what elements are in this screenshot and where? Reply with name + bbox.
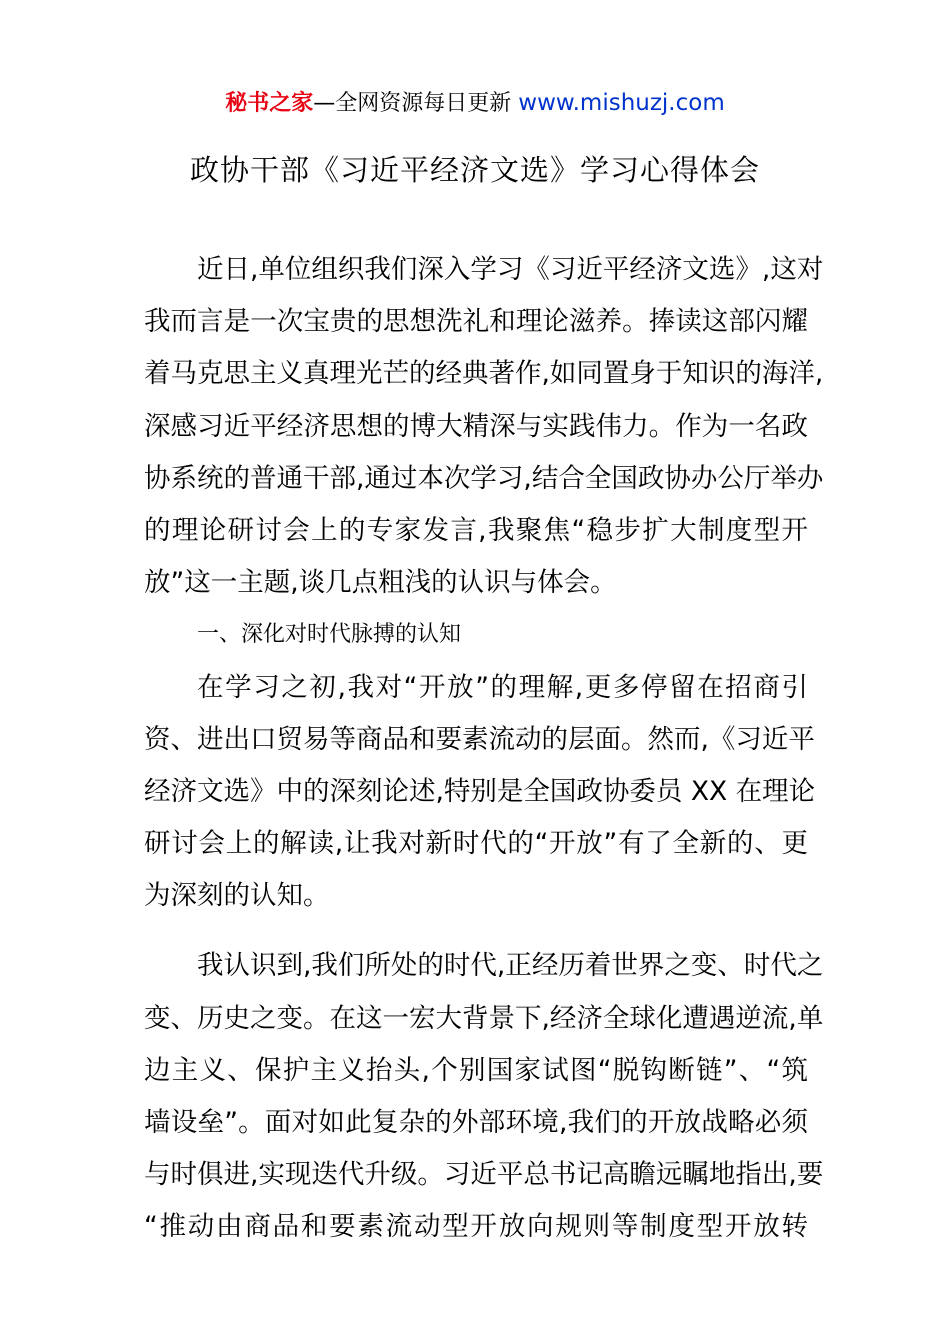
section-heading: 一、深化对时代脉搏的认知 — [197, 622, 462, 648]
site-tagline: —全网资源每日更新 — [313, 91, 512, 116]
text-line: 与时俱进,实现迭代升级。习近平总书记高瞻远瞩地指出,要 — [144, 1159, 824, 1191]
text-line: 为深刻的认知。 — [144, 880, 330, 912]
text-line: 变、历史之变。在这一宏大背景下,经济全球化遭遇逆流,单 — [144, 1002, 824, 1034]
site-url-link[interactable]: www.mishuzj.com — [518, 90, 725, 116]
text-line: 资、进出口贸易等商品和要素流动的层面。然而,《习近平 — [144, 723, 815, 755]
text-line: 墙设垒”。面对如此复杂的外部环境,我们的开放战略必须 — [144, 1107, 808, 1138]
text-line: 我而言是一次宝贵的思想洗礼和理论滋养。捧读这部闪耀 — [144, 306, 808, 338]
text-line: 放”这一主题,谈几点粗浅的认识与体会。 — [144, 567, 617, 599]
text-line: “推动由商品和要素流动型开放向规则等制度型开放转 — [144, 1211, 808, 1243]
text-line: 的理论研讨会上的专家发言,我聚焦“稳步扩大制度型开 — [144, 514, 808, 546]
text-line: 在学习之初,我对“开放”的理解,更多停留在招商引 — [197, 671, 808, 703]
text-line: 我认识到,我们所处的时代,正经历着世界之变、时代之 — [197, 950, 824, 982]
text-line: 经济文选》中的深刻论述,特别是全国政协委员 XX 在理论 — [144, 775, 816, 807]
text-line: 边主义、保护主义抬头,个别国家试图“脱钩断链”、“筑 — [144, 1054, 808, 1086]
text-line: 近日,单位组织我们深入学习《习近平经济文选》,这对 — [197, 254, 824, 285]
document-title: 政协干部《习近平经济文选》学习心得体会 — [189, 153, 760, 187]
text-line: 着马克思主义真理光芒的经典著作,如同置身于知识的海洋, — [144, 358, 824, 390]
paragraph-gap — [144, 922, 808, 940]
site-brand[interactable]: 秘书之家 — [225, 91, 314, 116]
text-line: 深感习近平经济思想的博大精深与实践伟力。作为一名政 — [144, 410, 808, 442]
text-line: 研讨会上的解读,让我对新时代的“开放”有了全新的、更 — [144, 828, 808, 860]
document-body — [144, 244, 824, 1254]
text-line: 协系统的普通干部,通过本次学习,结合全国政协办公厅举办 — [144, 462, 824, 494]
site-header — [0, 86, 950, 121]
